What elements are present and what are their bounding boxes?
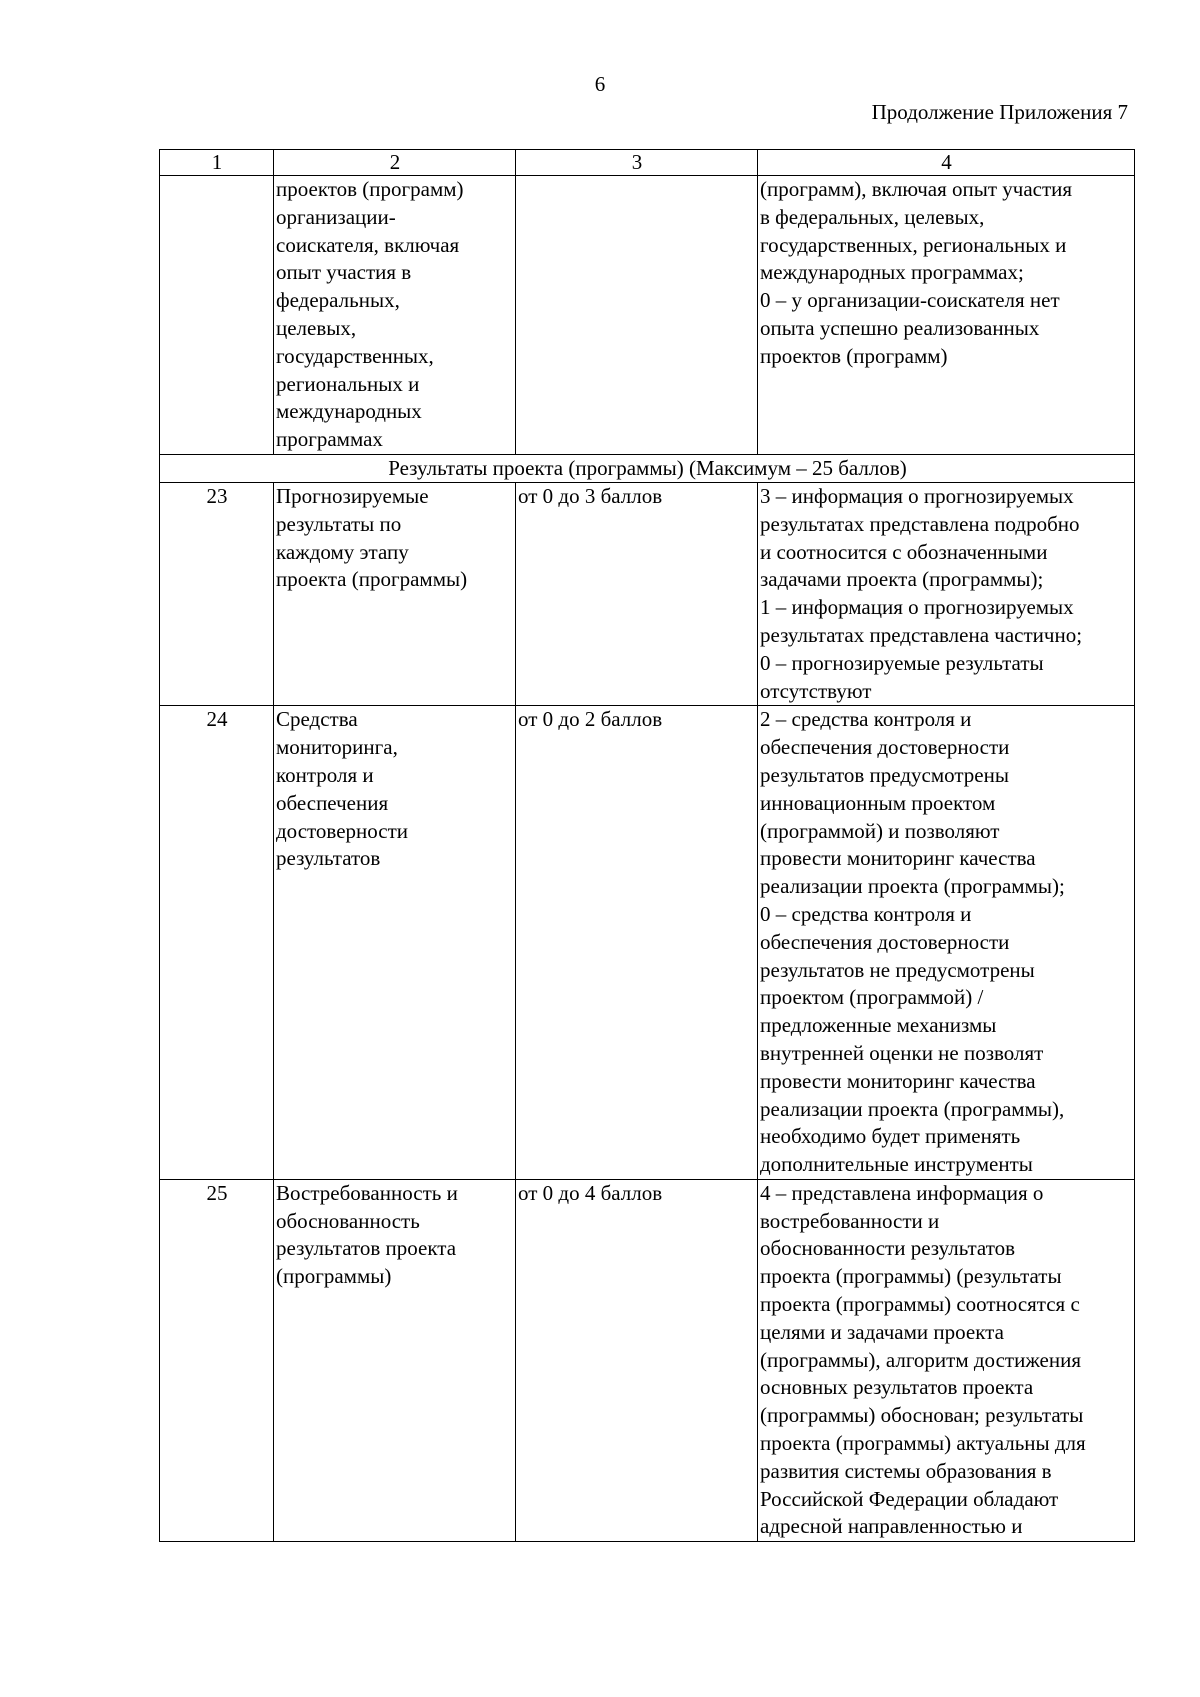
score-cell bbox=[516, 176, 758, 455]
criterion-cell: Средства мониторинга, контроля и обеспечения достоверности результатов bbox=[274, 706, 516, 1180]
appendix-continuation-note: Продолжение Приложения 7 bbox=[871, 100, 1128, 124]
table-row bbox=[160, 482, 1135, 705]
score-cell: от 0 до 3 баллов bbox=[516, 482, 758, 705]
row-number-cell bbox=[160, 176, 274, 455]
table-row bbox=[160, 1179, 1135, 1541]
column-header-2: 2 bbox=[274, 150, 516, 176]
description-cell: 2 – средства контроля и обеспечения достоверности результатов предусмотрены инновационным проектом (программой) и позволяют провести мониторинг качества реализации проекта (программы); 0 – средства контроля и обеспечения достоверности результатов не предусмотрены проектом (программой) / предложенные механизмы внутренней оценки не позволят провести мониторинг качества реализации проекта (программы), необходимо будет применять дополнительные инструменты bbox=[758, 706, 1135, 1180]
description-cell: 4 – представлена информация о востребованности и обоснованности результатов проекта (программы) (результаты проекта (программы) соотносятся с целями и задачами проекта (программы), алгоритм достижения основных результатов проекта (программы) обоснован; результаты проекта (программы) актуальны для развития системы образования в Российской Федерации обладают адресной направленностью и bbox=[758, 1179, 1135, 1541]
row-number-cell: 25 bbox=[160, 1179, 274, 1541]
column-header-3: 3 bbox=[516, 150, 758, 176]
table-row bbox=[160, 706, 1135, 1180]
column-header-4: 4 bbox=[758, 150, 1135, 176]
table-row-continuation bbox=[160, 176, 1135, 455]
score-cell: от 0 до 2 баллов bbox=[516, 706, 758, 1180]
row-number-cell: 24 bbox=[160, 706, 274, 1180]
criteria-table bbox=[159, 149, 1135, 1542]
criterion-cell: Прогнозируемые результаты по каждому этапу проекта (программы) bbox=[274, 482, 516, 705]
description-cell: (программ), включая опыт участия в федеральных, целевых, государственных, региональных и международных программах; 0 – у организации-соискателя нет опыта успешно реализованных проектов (программ) bbox=[758, 176, 1135, 455]
section-header-row bbox=[160, 454, 1135, 482]
column-header-1: 1 bbox=[160, 150, 274, 176]
criterion-cell: Востребованность и обоснованность результатов проекта (программы) bbox=[274, 1179, 516, 1541]
criterion-cell: проектов (программ) организации- соискателя, включая опыт участия в федеральных, целевых, государственных, региональных и международных программах bbox=[274, 176, 516, 455]
page-number: 6 bbox=[594, 72, 606, 96]
description-cell: 3 – информация о прогнозируемых результатах представлена подробно и соотносится с обозначенными задачами проекта (программы); 1 – информация о прогнозируемых результатах представлена частично; 0 – прогнозируемые результаты отсутствуют bbox=[758, 482, 1135, 705]
score-cell: от 0 до 4 баллов bbox=[516, 1179, 758, 1541]
table-header-row bbox=[160, 150, 1135, 176]
section-title: Результаты проекта (программы) (Максимум – 25 баллов) bbox=[160, 454, 1135, 482]
row-number-cell: 23 bbox=[160, 482, 274, 705]
